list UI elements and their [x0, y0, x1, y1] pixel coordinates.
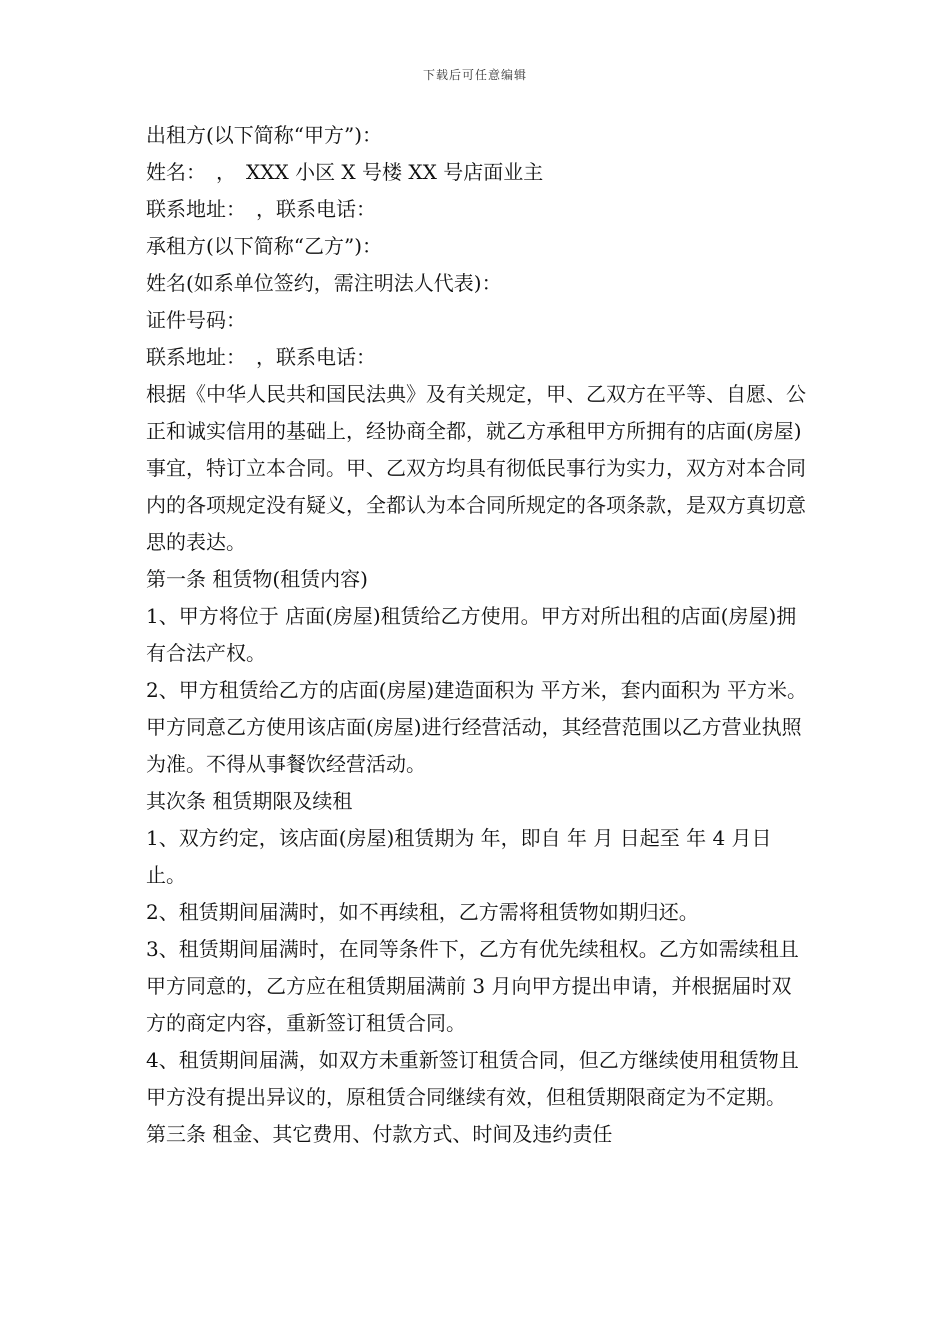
article-3-heading: 第三条 租金、其它费用、付款方式、时间及违约责任: [146, 1122, 613, 1146]
lessee-contact-line: 联系地址： ，联系电话：: [146, 345, 376, 369]
article-1-clause-1: 1、甲方将位于 店面(房屋)租赁给乙方使用。甲方对所出租的店面(房屋)拥有合法产权。: [146, 604, 797, 665]
article-1-clause-2: 2、甲方租赁给乙方的店面(房屋)建造面积为 平方米，套内面积为 平方米。甲方同意乙方使用该店面(房屋)进行经营活动，其经营范围以乙方营业执照为准。不得从事餐饮经营活动。: [146, 678, 808, 776]
page-header-note: 下载后可任意编辑: [422, 68, 527, 82]
lessee-name-line: 姓名(如系单位签约，需注明法人代表)：: [146, 271, 502, 295]
document-body: [146, 117, 810, 1153]
preamble-paragraph: 根据《中华人民共和国民法典》及有关规定，甲、乙双方在平等、自愿、公正和诚实信用的基础上，经协商全都，就乙方承租甲方所拥有的店面(房屋)事宜，特订立本合同。甲、乙双方均具有彻低民事行为实力，双方对本合同内的各项规定没有疑义，全都认为本合同所规定的各项条款，是双方真切意思的表达。: [146, 382, 806, 554]
lessee-id-line: 证件号码：: [146, 308, 246, 332]
article-2-heading: 其次条 租赁期限及续租: [146, 789, 353, 813]
article-2-clause-1: 1、双方约定，该店面(房屋)租赁期为 年，即自 年 月 日起至 年 4 月日止。: [146, 826, 772, 887]
article-2-clause-4: 4、租赁期间届满，如双方未重新签订租赁合同，但乙方继续使用租赁物且甲方没有提出异议的，原租赁合同继续有效，但租赁期限商定为不定期。: [146, 1048, 799, 1109]
article-2-clause-3: 3、租赁期间届满时，在同等条件下，乙方有优先续租权。乙方如需续租且甲方同意的，乙方应在租赁期届满前 3 月向甲方提出申请，并根据届时双方的商定内容，重新签订租赁合同。: [146, 937, 799, 1035]
lessee-heading: 承租方(以下简称“乙方”)：: [146, 234, 383, 258]
lessor-name-line: 姓名： ， XXX 小区 X 号楼 XX 号店面业主: [146, 160, 544, 184]
lessor-heading: 出租方(以下简称“甲方”)：: [146, 123, 383, 147]
article-1-heading: 第一条 租赁物(租赁内容): [146, 567, 368, 591]
lessor-contact-line: 联系地址： ，联系电话：: [146, 197, 376, 221]
article-2-clause-2: 2、租赁期间届满时，如不再续租，乙方需将租赁物如期归还。: [146, 900, 699, 924]
